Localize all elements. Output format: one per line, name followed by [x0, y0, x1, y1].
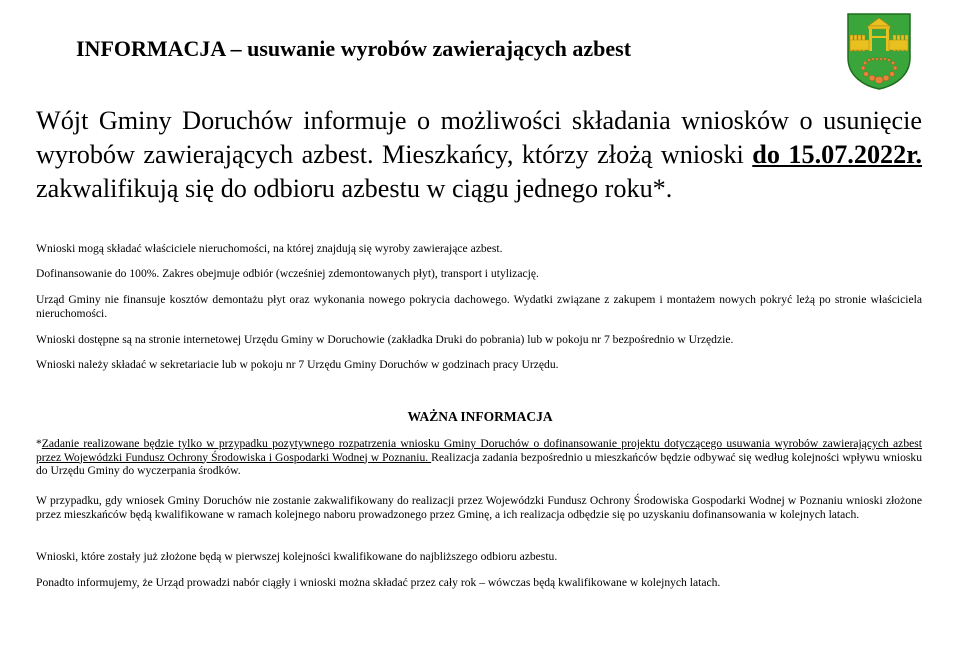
- info-paragraph: Wnioski dostępne są na stronie internetowej Urzędu Gminy w Doruchowie (zakładka Druki do pobrania) lub w pokoju nr 7 bezpośrednio w Urzędzie.: [36, 333, 734, 346]
- important-heading: WAŻNA INFORMACJA: [407, 409, 553, 424]
- info-paragraph: Urząd Gminy nie finansuje kosztów demontażu płyt oraz wykonania nowego pokrycia dachowego. Wydatki związane z zakupem i montażem nowych pokryć leżą po stronie właściciela nieruchomości.: [36, 293, 922, 320]
- footnote-rest-text: Realizacja zadania bezpośrednio u mieszkańców będzie odbywać się według kolejności wpływu wniosku do Urzędu Gminy do wyczerpania środków.: [36, 450, 922, 477]
- info-paragraph: Wnioski mogą składać właściciele nieruchomości, na której znajdują się wyroby zawierające azbest.: [36, 242, 503, 255]
- lead-text-before: Wójt Gminy Doruchów informuje o możliwości składania wniosków o usunięcie wyrobów zawierających azbest. Mieszkańcy, którzy złożą wnioski: [36, 106, 922, 169]
- footnote-paragraph: [36, 437, 922, 478]
- info-paragraph: Dofinansowanie do 100%. Zakres obejmuje odbiór (wcześniej zdemontowanych płyt), transport i utylizację.: [36, 267, 539, 280]
- important-paragraph: Ponadto informujemy, że Urząd prowadzi nabór ciągły i wnioski można składać przez cały rok – wówczas będą kwalifikowane w kolejnych latach.: [36, 576, 721, 589]
- lead-text-after: zakwalifikują się do odbioru azbestu w ciągu jednego roku*.: [36, 174, 673, 203]
- important-paragraph: Wnioski, które zostały już złożone będą w pierwszej kolejności kwalifikowane do najbliższego odbioru azbestu.: [36, 550, 558, 563]
- document-title: INFORMACJA – usuwanie wyrobów zawierających azbest: [76, 36, 632, 61]
- info-paragraph: Wnioski należy składać w sekretariacie lub w pokoju nr 7 Urzędu Gminy Doruchów w godzinach pracy Urzędu.: [36, 358, 559, 371]
- deadline-date: do 15.07.2022r.: [752, 140, 922, 169]
- coat-of-arms-icon: [846, 12, 912, 90]
- footnote-star: *: [36, 437, 42, 450]
- important-paragraph: W przypadku, gdy wniosek Gminy Doruchów nie zostanie zakwalifikowany do realizacji przez Wojewódzki Fundusz Ochrony Środowiska Gospodarki Wodnej w Poznaniu wnioski złożone przez mieszkańców będą kwalifikowane w ramach kolejnego naboru prowadzonego przez Gminę, a ich realizacja odbędzie się po uzyskaniu dofinansowania w kolejnych latach.: [36, 494, 922, 521]
- footnote-underlined-text: Zadanie realizowane będzie tylko w przypadku pozytywnego rozpatrzenia wniosku Gminy Doruchów o dofinansowanie projektu dotyczącego usuwania wyrobów zawierających azbest przez Wojewódzki Fundusz Ochrony Środowiska i Gospodarki Wodnej w Poznaniu.: [36, 437, 922, 464]
- lead-announcement: [36, 104, 922, 206]
